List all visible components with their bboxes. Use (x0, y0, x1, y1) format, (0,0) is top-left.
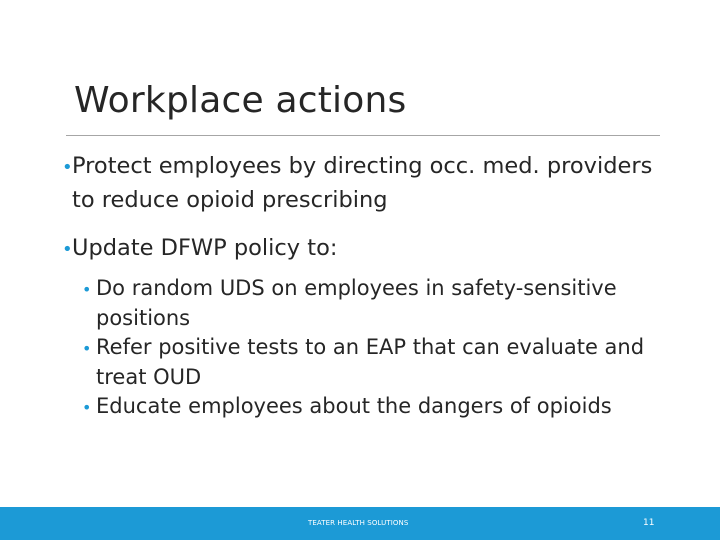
bullet-text: Protect employees by directing occ. med. providers to reduce opioid prescribing (72, 153, 653, 213)
title-divider (66, 135, 660, 136)
sub-bullet-item (62, 392, 662, 422)
bullet-text: Update DFWP policy to: (72, 235, 338, 261)
footer-bar (0, 507, 720, 540)
bullet-icon: • (62, 239, 73, 260)
sub-bullet-item (62, 333, 662, 392)
bullet-item (62, 150, 662, 216)
bullet-item (62, 232, 662, 266)
bullet-icon: • (62, 157, 73, 178)
footer-text: TEATER HEALTH SOLUTIONS (308, 519, 409, 527)
page-number: 11 (643, 518, 655, 528)
sub-bullet-item (62, 274, 662, 333)
sub-bullet-text: Do random UDS on employees in safety-sensitive positions (96, 276, 617, 330)
bullet-icon: • (82, 398, 92, 417)
bullet-icon: • (82, 280, 92, 299)
slide-content (62, 150, 662, 422)
sub-bullet-text: Educate employees about the dangers of opioids (96, 394, 612, 418)
slide-title: Workplace actions (74, 80, 407, 121)
sub-bullet-text: Refer positive tests to an EAP that can evaluate and treat OUD (96, 335, 645, 389)
bullet-icon: • (82, 339, 92, 358)
sub-bullet-list (62, 274, 662, 422)
